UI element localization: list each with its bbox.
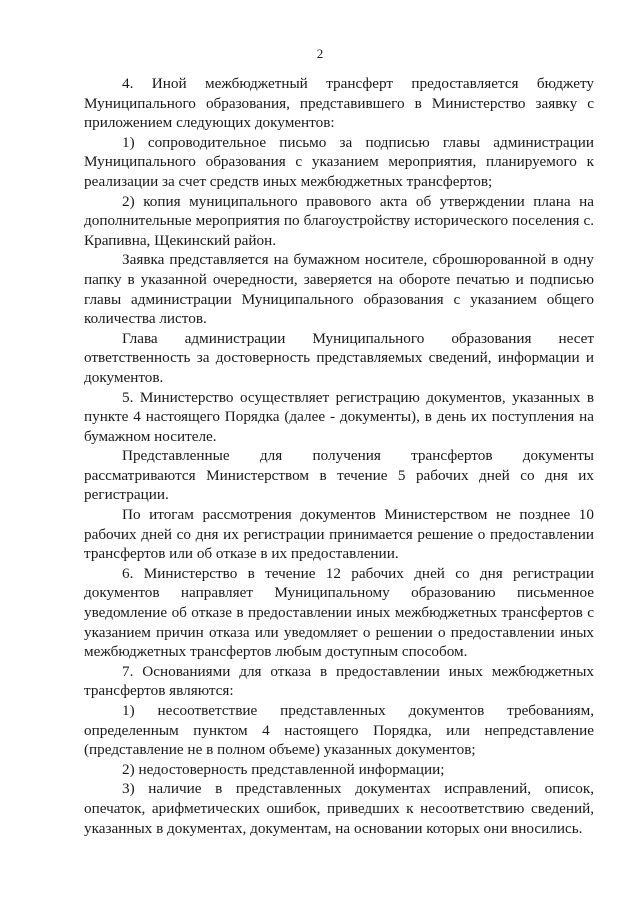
paragraph-item-6: 6. Министерство в течение 12 рабочих дней со дня регистрации документов направляет Муниципальному образованию письменное уведомление об отказе в предоставлении иных межбюджетных трансфертов с указанием причин отказа или уведомляет о решении о предоставлении иных межбюджетных трансфертов любым доступным способом. (84, 564, 594, 661)
paragraph-item-5: 5. Министерство осуществляет регистрацию документов, указанных в пункте 4 настоящего Порядка (далее - документы), в день их поступления на бумажном носителе. (84, 388, 594, 445)
document-body (84, 74, 594, 838)
paragraph-refusal-reason-3: 3) наличие в представленных документах исправлений, описок, опечаток, арифметических ошибок, приведших к несоответствию сведений, указанных в документах, документам, на основании которых они вносились. (84, 780, 594, 837)
paragraph-application-format: Заявка представляется на бумажном носителе, сброшюрованной в одну папку в указанной очередности, заверяется на обороте печатью и подписью главы администрации Муниципального образования с указанием общего количества листов. (84, 251, 594, 328)
paragraph-decision: По итогам рассмотрения документов Министерством не позднее 10 рабочих дней со дня их регистрации принимается решение о предоставлении трансфертов или об отказе в их предоставлении. (84, 506, 594, 563)
page-number: 2 (316, 46, 324, 61)
paragraph-item-4: 4. Иной межбюджетный трансферт предоставляется бюджету Муниципального образования, представившего в Министерство заявку с приложением следующих документов: (84, 75, 594, 132)
paragraph-legal-act-copy: 2) копия муниципального правового акта об утверждении плана на дополнительные мероприятия по благоустройству исторического поселения с. Крапивна, Щекинский район. (84, 192, 594, 249)
paragraph-refusal-reason-2: 2) недостоверность представленной информации; (122, 760, 445, 778)
paragraph-review-period: Представленные для получения трансфертов документы рассматриваются Министерством в течение 5 рабочих дней со дня их регистрации. (84, 447, 594, 504)
paragraph-item-7: 7. Основаниями для отказа в предоставлении иных межбюджетных трансфертов являются: (84, 662, 594, 700)
paragraph-responsibility: Глава администрации Муниципального образования несет ответственность за достоверность представляемых сведений, информации и документов. (84, 329, 594, 386)
paragraph-refusal-reason-1: 1) несоответствие представленных документов требованиям, определенным пунктом 4 настоящего Порядка, или непредставление (представление не в полном объеме) указанных документов; (84, 702, 594, 759)
paragraph-cover-letter: 1) сопроводительное письмо за подписью главы администрации Муниципального образования с указанием мероприятия, планируемого к реализации за счет средств иных межбюджетных трансфертов; (84, 133, 594, 190)
